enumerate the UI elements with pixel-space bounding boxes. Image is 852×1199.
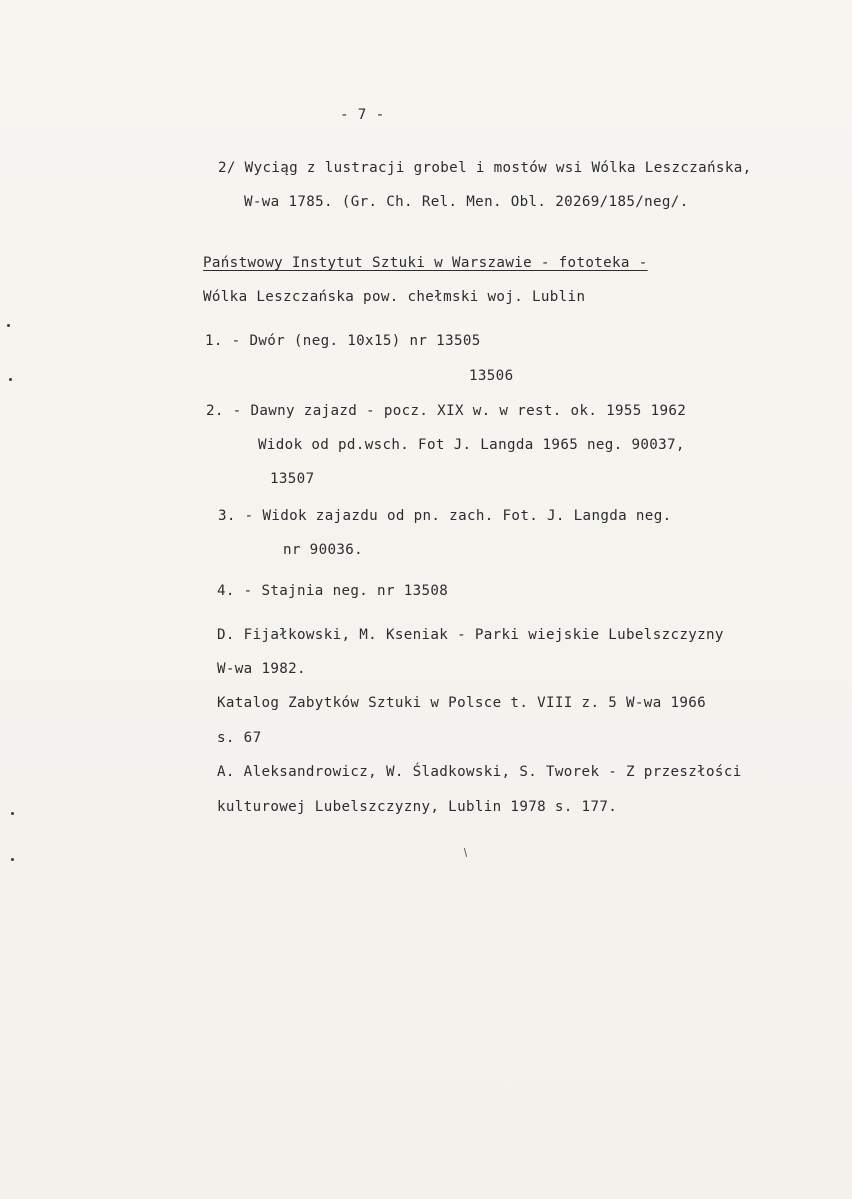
margin-dot-mark xyxy=(7,324,10,327)
photo-list-item: 2. - Dawny zajazd - pocz. XIX w. w rest. ok. 1955 1962 xyxy=(206,403,687,419)
archive-entry-line: 2/ Wyciąg z lustracji grobel i mostów wsi Wólka Leszczańska, xyxy=(218,160,752,176)
margin-dot-mark xyxy=(11,858,14,861)
page-number: - 7 - xyxy=(340,107,385,123)
archive-entry-line: W-wa 1785. (Gr. Ch. Rel. Men. Obl. 20269/185/neg/. xyxy=(244,194,689,210)
photo-list-item-continuation: 13506 xyxy=(469,368,514,384)
stray-pencil-mark xyxy=(464,848,467,857)
photo-list-item: 4. - Stajnia neg. nr 13508 xyxy=(217,583,449,599)
photo-list-item-continuation: nr 90036. xyxy=(283,542,364,558)
margin-dot-mark xyxy=(11,812,14,815)
photo-list-item: 1. - Dwór (neg. 10x15) nr 13505 xyxy=(205,333,481,349)
bibliography-entry: D. Fijałkowski, M. Kseniak - Parki wiejskie Lubelszczyzny xyxy=(217,627,724,643)
bibliography-entry-continuation: kulturowej Lubelszczyzny, Lublin 1978 s. 177. xyxy=(217,799,618,815)
bibliography-entry-continuation: W-wa 1982. xyxy=(217,661,306,677)
photo-list-item-continuation: 13507 xyxy=(270,471,315,487)
bibliography-entry: Katalog Zabytków Sztuki w Polsce t. VIII z. 5 W-wa 1966 xyxy=(217,695,707,711)
margin-dot-mark xyxy=(9,378,12,381)
location-line: Wólka Leszczańska pow. chełmski woj. Lublin xyxy=(203,289,586,305)
section-heading: Państwowy Instytut Sztuki w Warszawie - fototeka - xyxy=(203,255,648,271)
bibliography-entry: A. Aleksandrowicz, W. Śladkowski, S. Tworek - Z przeszłości xyxy=(217,764,742,780)
photo-list-item: 3. - Widok zajazdu od pn. zach. Fot. J. Langda neg. xyxy=(218,508,672,524)
photo-list-item-continuation: Widok od pd.wsch. Fot J. Langda 1965 neg. 90037, xyxy=(258,437,685,453)
bibliography-entry-continuation: s. 67 xyxy=(217,730,262,746)
